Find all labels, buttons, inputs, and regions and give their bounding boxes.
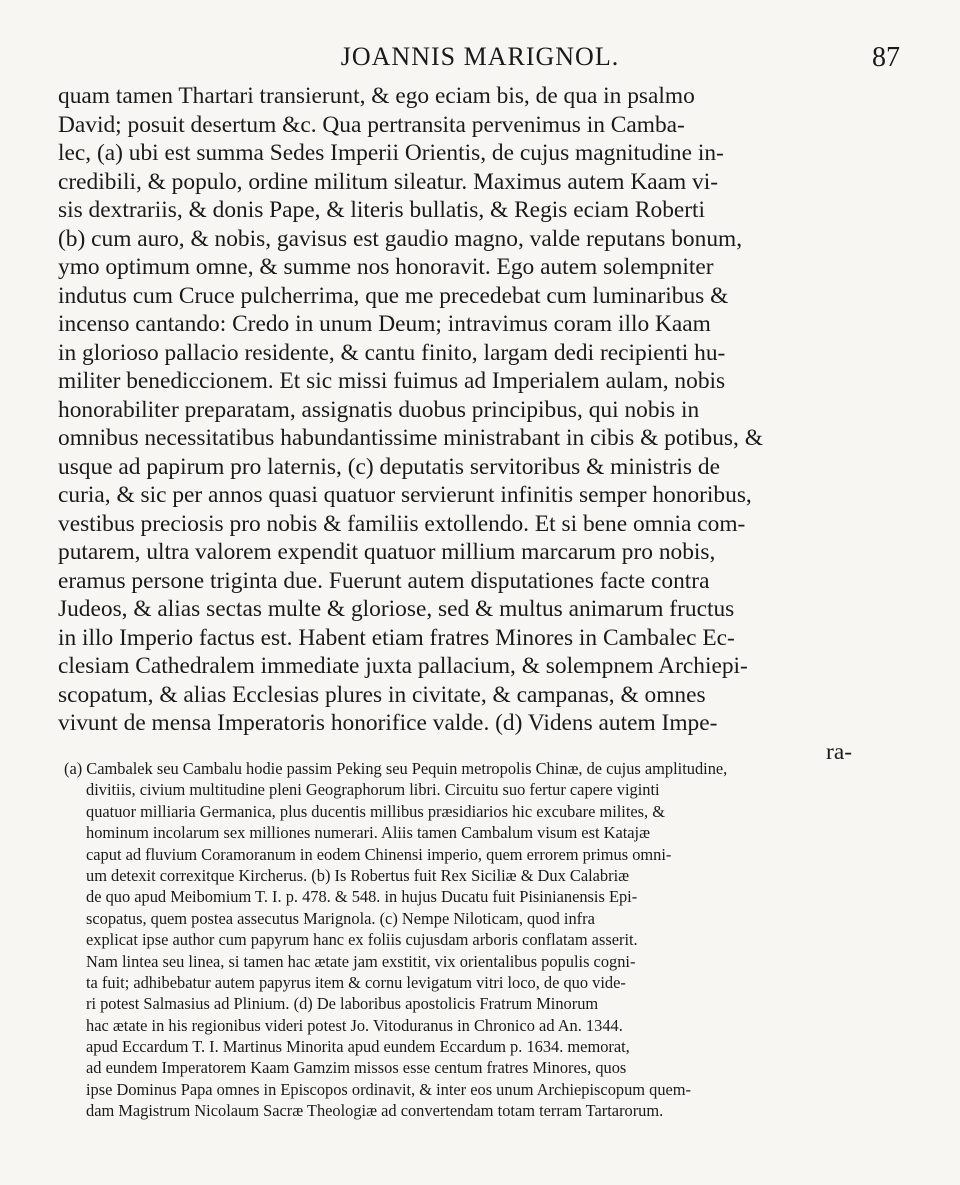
text-line: credibili, & populo, ordine militum sileatur. Maximus autem Kaam vi- [58,168,719,195]
text-line: in glorioso pallacio residente, & cantu finito, largam dedi recipienti hu- [58,339,726,366]
catchword: ra- [826,738,852,765]
text-line: ymo optimum omne, & summe nos honoravit. Ego autem solempniter [58,254,714,280]
footnote-line: ta fuit; adhibebatur autem papyrus item & cornu levigatum vitri loco, de quo vide- [86,972,626,992]
footnote-line: um detexit correxitque Kircherus. (b) Is Robertus fuit Rex Siciliæ & Dux Calabriæ [86,865,630,885]
text-line: putarem, ultra valorem expendit quatuor millium marcarum pro nobis, [58,539,716,565]
text-line: David; posuit desertum &c. Qua pertransita pervenimus in Camba- [58,111,685,138]
text-line: scopatum, & alias Ecclesias plures in civitate, & campanas, & omnes [58,681,706,708]
text-line: (b) cum auro, & nobis, gavisus est gaudio magno, valde reputans bonum, [58,225,743,252]
text-line: in illo Imperio factus est. Habent etiam fratres Minores in Cambalec Ec- [58,624,735,651]
text-line: curia, & sic per annos quasi quatuor servierunt infinitis semper honoribus, [58,482,752,508]
footnote-line: Nam lintea seu linea, si tamen hac ætate jam exstitit, vix orientalibus populis cogni- [86,951,636,971]
footnote-line: apud Eccardum T. I. Martinus Minorita apud eundem Eccardum p. 1634. memorat, [86,1037,630,1057]
text-line: lec, (a) ubi est summa Sedes Imperii Orientis, de cujus magnitudine in- [58,140,724,166]
footnote-line: (a) Cambalek seu Cambalu hodie passim Peking seu Pequin metropolis Chinæ, de cujus amplitudine, [64,759,728,778]
text-line: clesiam Cathedralem immediate juxta pallacium, & solempnem Archiepi- [58,653,748,679]
text-line: sis dextrariis, & donis Pape, & literis bullatis, & Regis eciam Roberti [58,197,706,223]
footnote-line: scopatus, quem postea assecutus Marignola. (c) Nempe Niloticam, quod infra [86,908,595,928]
footnote-line: hac ætate in his regionibus videri potest Jo. Vitoduranus in Chronico ad An. 1344. [86,1015,623,1035]
text-line: indutus cum Cruce pulcherrima, que me precedebat cum luminaribus & [58,282,729,309]
footnote-line: explicat ipse author cum papyrum hanc ex foliis cujusdam arboris conflatam asserit. [86,930,638,950]
text-line: vivunt de mensa Imperatoris honorifice valde. (d) Videns autem Impe- [58,710,718,736]
text-line: vestibus preciosis pro nobis & familiis extollendo. Et si bene omnia com- [58,510,746,537]
text-line: quam tamen Thartari transierunt, & ego eciam bis, de qua in psalmo [58,83,695,109]
running-head [60,42,900,78]
running-title: JOANNIS MARIGNOL. [340,42,620,71]
footnote-line: ipse Dominus Papa omnes in Episcopos ordinavit, & inter eos unum Archiepiscopum quem- [86,1079,692,1099]
footnote-line: divitiis, civium multitudine pleni Geographorum libri. Circuitu suo fertur capere viginti [86,780,660,800]
text-line: usque ad papirum pro laternis, (c) deputatis servitoribus & ministris de [58,453,720,480]
footnote-line: caput ad fluvium Coramoranum in eodem Chinensi imperio, quem errorem primus omni- [86,844,672,864]
footnote-line: dam Magistrum Nicolaum Sacræ Theologiæ ad convertendam totam terram Tartarorum. [86,1101,664,1121]
footnote-line: hominum incolarum sex milliones numerari. Aliis tamen Cambalum visum est Katajæ [86,823,651,843]
text-line: honorabiliter preparatam, assignatis duobus principibus, qui nobis in [58,396,700,423]
footnote-line: ad eundem Imperatorem Kaam Gamzim missos esse centum fratres Minores, quos [86,1058,627,1078]
footnote-line: quatuor milliaria Germanica, plus ducentis millibus præsidiarios hic excubare milites, & [86,801,666,821]
text-line: eramus persone triginta due. Fuerunt autem disputationes facte contra [58,567,710,594]
footnote-line: de quo apud Meibomium T. I. p. 478. & 548. in hujus Ducatu fuit Pisinianensis Epi- [86,887,638,907]
page-number: 87 [872,42,900,73]
text-line: incenso cantando: Credo in unum Deum; intravimus coram illo Kaam [58,311,711,337]
main-text [58,82,880,766]
text-line: omnibus necessitatibus habundantissime ministrabant in cibis & potibus, & [58,425,763,451]
footnote-line: ri potest Salmasius ad Plinium. (d) De laboribus apostolicis Fratrum Minorum [86,994,599,1014]
text-line: Judeos, & alias sectas multe & gloriose, sed & multus animarum fructus [58,596,735,622]
text-line: militer benediccionem. Et sic missi fuimus ad Imperialem aulam, nobis [58,368,726,394]
footnotes [64,758,874,1122]
